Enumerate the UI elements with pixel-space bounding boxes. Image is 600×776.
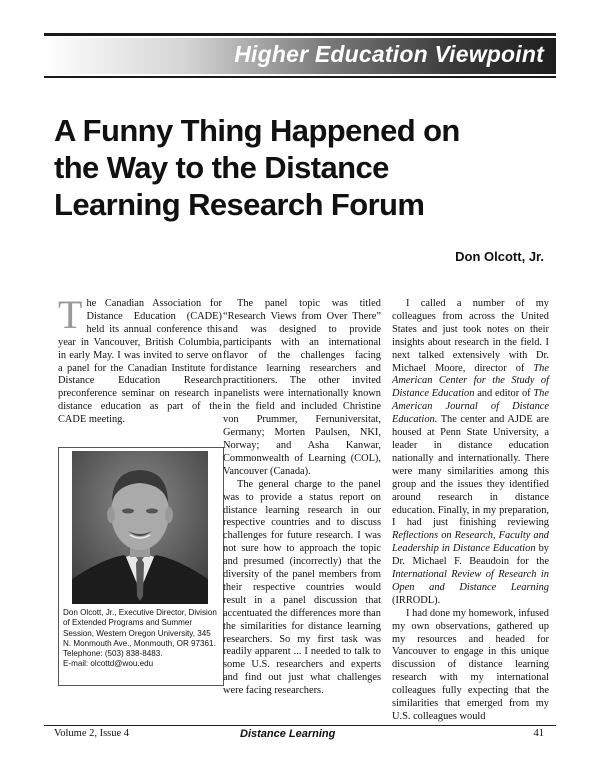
text-run: by Dr. Michael F. Beaudoin for the [392, 543, 549, 568]
header-band [44, 38, 556, 74]
footer-rule [44, 725, 556, 726]
italic-run: International Review of Research in Open and Distance Learning [392, 569, 549, 593]
paragraph: The panel topic was titled “Research Views from Over There” and was designed to provide participants with an international flavor of the challenges facing distance learning researchers and practitioners. The other invited panelists were internationally known in the field and included Christine von Prummer, Fernuniversitat, Germany; Morten Paulsen, NKI, Norway; and Asha Kanwar, Commonwealth of Learning (COL), Vancouver (Canada). [223, 298, 381, 477]
column-1 [58, 292, 222, 427]
footer-publication: Distance Learning [240, 728, 336, 740]
italic-run: The American Journal of Distance Education. [392, 388, 549, 426]
column-2 [223, 298, 381, 698]
paragraph [392, 298, 549, 608]
text-run: and editor of [474, 388, 534, 400]
photo-caption [63, 608, 219, 670]
author-photo [72, 451, 208, 604]
section-title: Higher Education Viewpoint [234, 41, 544, 67]
caption-email: E-mail: olcottd@wou.edu [63, 659, 154, 669]
paragraph: The general charge to the panel was to provide a status report on distance learning research in our respective countries and to discuss challenges for future research. I was not sure how to approach the topic and presumed (incorrectly) that the diversity of the panel members from their respective countries would result in a panel discussion that accentuated the differences more than the similarities for distance learning researchers. So my first task was readily apparent ... I needed to talk to some U.S. researchers and experts and find out just what challenges were facing researchers. [223, 478, 381, 697]
author-byline: Don Olcott, Jr. [455, 249, 544, 264]
caption-contact: Don Olcott, Jr., Executive Director, Division of Extended Programs and Summer Session, Western Oregon University, 345 N. Monmouth Ave., Monmouth, OR 97361. Telephone: (503) 838-8483. [63, 608, 217, 659]
footer-volume: Volume 2, Issue 4 [54, 728, 130, 739]
paragraph [58, 292, 222, 427]
paragraph: I had done my homework, infused my own observations, gathered up my resources and headed for Vancouver to engage in this unique discussion of distance learning research with my international colleagues fully expecting that the similarities that emerged from my U.S. colleagues would [392, 607, 549, 722]
header-bottom-rule [44, 76, 556, 78]
drop-cap: T [58, 292, 83, 337]
author-photo-box [58, 447, 224, 686]
text-run: I called a number of my colleagues from across the United States and just took notes on their insights about research in the field. I next talked extensively with Dr. Michael Moore, director of [392, 298, 549, 374]
title-line: Learning Research Forum [54, 187, 425, 222]
italic-run: Reflections on Research, Faculty and Leadership in Distance Education [392, 530, 549, 555]
title-line: the Way to the Distance [54, 150, 389, 185]
italic-run: The American Center for the Study of Distance Education [392, 362, 549, 400]
article-title [54, 112, 554, 223]
text-run: The center and AJDE are housed at Penn State University, a leader in distance education nationally and internationally. There were many similarities among this group and the issues they identified around research in distance education. Finally, in my preparation, I had just finishing reviewing [392, 414, 549, 529]
header-top-rule [44, 33, 556, 36]
paragraph-text: he Canadian Association for Distance Education (CADE) held its annual conference this year in Vancouver, British Columbia, in early May. I was invited to serve on a panel for the Canadian Institute for Distance Education Research preconference seminar on research in distance education as part of the CADE meeting. [58, 298, 222, 426]
title-line: A Funny Thing Happened on [54, 113, 460, 148]
text-run: (IRRODL). [392, 594, 441, 606]
footer-page-number: 41 [533, 728, 544, 739]
column-3 [392, 298, 549, 724]
